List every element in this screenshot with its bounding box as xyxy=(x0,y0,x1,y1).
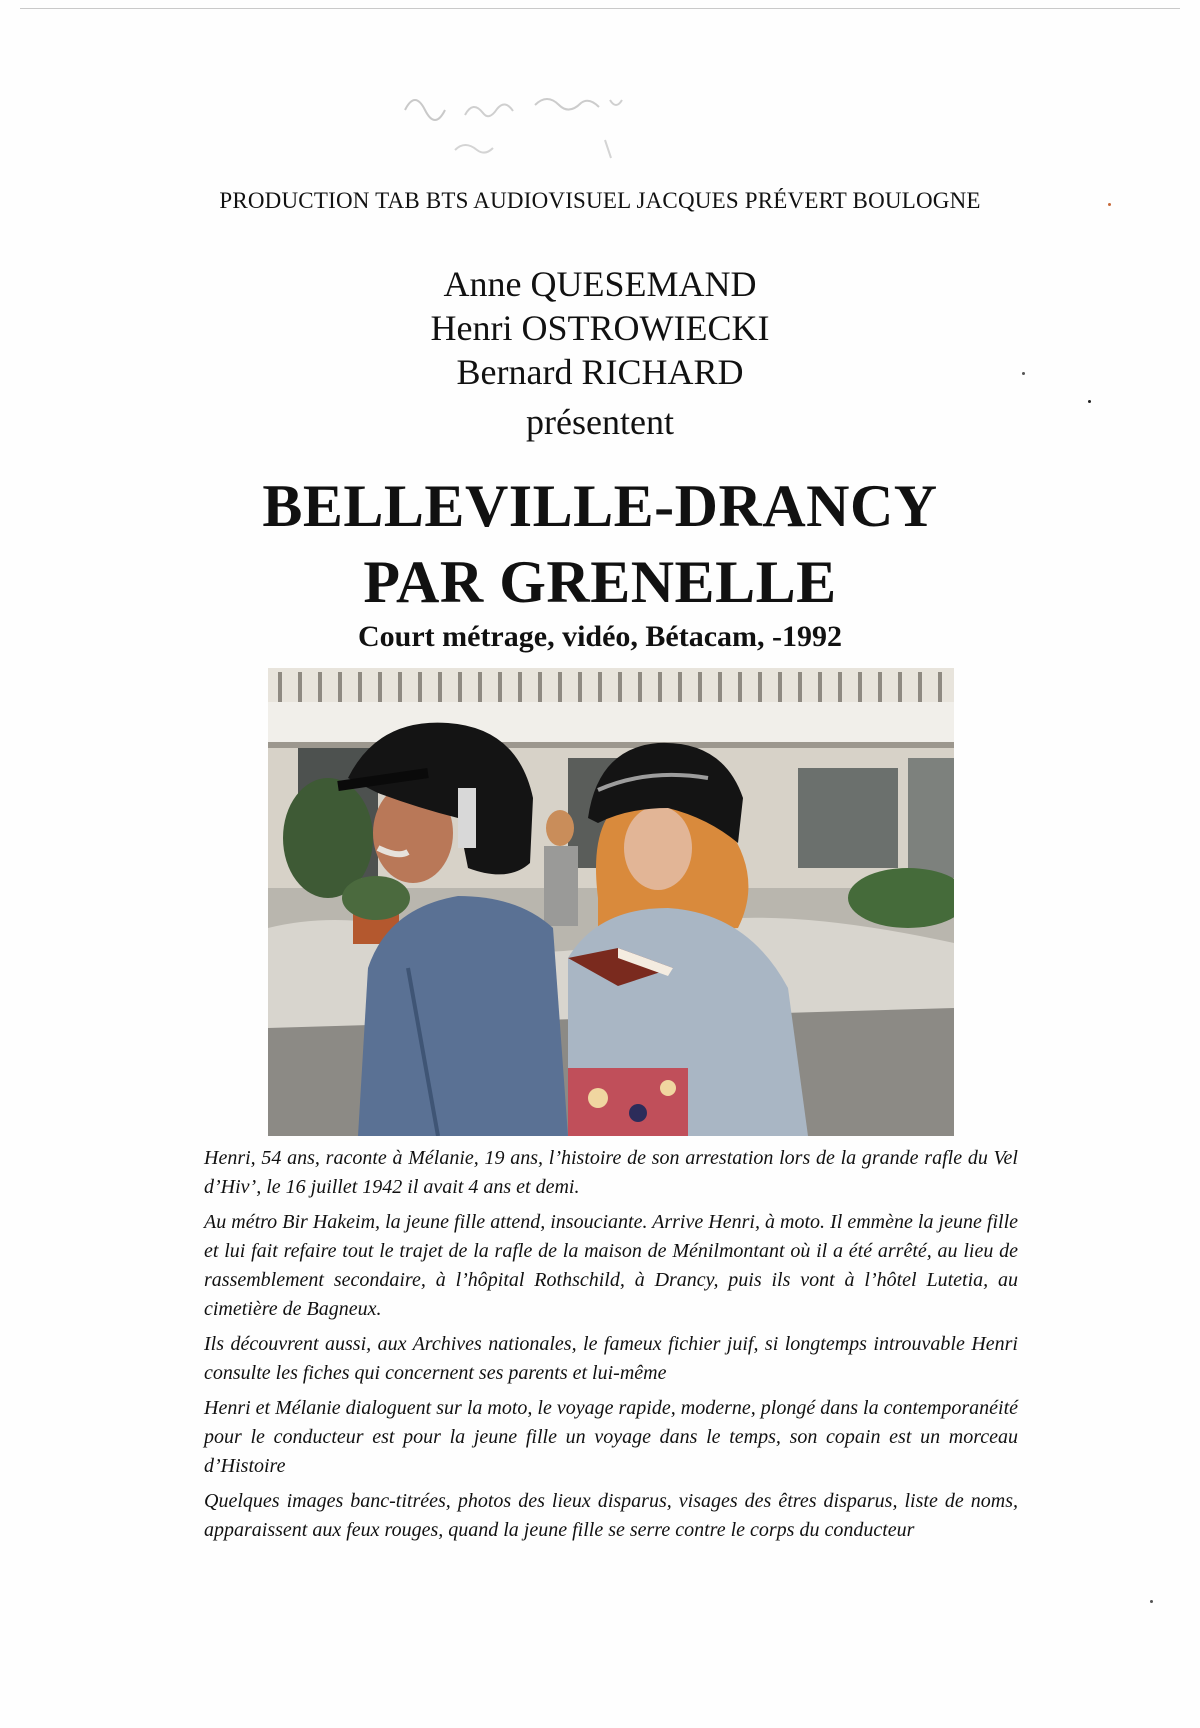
film-title-line-1: BELLEVILLE-DRANCY xyxy=(262,473,938,539)
presenter-name: Anne QUESEMAND xyxy=(443,264,757,304)
production-credit: PRODUCTION TAB BTS AUDIOVISUEL JACQUES PRÉVERT BOULOGNE xyxy=(219,188,981,213)
presentent-label: présentent xyxy=(526,402,674,442)
scan-speck xyxy=(1088,400,1091,403)
presenter-list xyxy=(300,262,900,394)
film-subtitle: Court métrage, vidéo, Bétacam, -1992 xyxy=(357,620,843,653)
film-title-line-2: PAR GRENELLE xyxy=(363,549,837,615)
synopsis-text xyxy=(204,1144,1018,1551)
synopsis-paragraph: Henri et Mélanie dialoguent sur la moto, le voyage rapide, moderne, plongé dans la contemporanéité pour le conducteur est pour la jeune fille un voyage dans le temps, son copain est un morceau d’Histoire xyxy=(204,1397,1018,1477)
synopsis-paragraph: Quelques images banc-titrées, photos des lieux disparus, visages des êtres disparus, liste de noms, apparaissent aux feux rouges, quand la jeune fille se serre contre le corps du conducteur xyxy=(204,1490,1018,1541)
scan-speck xyxy=(1150,1600,1153,1603)
faint-handwritten-note xyxy=(395,80,715,170)
presenter-name: Henri OSTROWIECKI xyxy=(430,308,770,348)
film-still-photo xyxy=(268,668,954,1136)
film-title xyxy=(150,468,1050,620)
synopsis-paragraph: Ils découvrent aussi, aux Archives nationales, le fameux fichier juif, si longtemps introuvable Henri consulte les fiches qui concernent ses parents et lui-même xyxy=(204,1333,1018,1384)
top-scan-edge xyxy=(20,8,1180,9)
scan-speck xyxy=(1022,372,1025,375)
scan-speck xyxy=(1108,203,1111,206)
synopsis-paragraph: Au métro Bir Hakeim, la jeune fille attend, insouciante. Arrive Henri, à moto. Il emmène la jeune fille et lui fait refaire tout le trajet de la rafle de la maison de Ménilmontant où il a été arrêté, au lieu de rassemblement secondaire, à l’hôpital Rothschild, à Drancy, puis ils vont à l’hôtel Lutetia, au cimetière de Bagneux. xyxy=(204,1211,1018,1320)
synopsis-paragraph: Henri, 54 ans, raconte à Mélanie, 19 ans, l’histoire de son arrestation lors de la grande rafle du Vel d’Hiv’, le 16 juillet 1942 il avait 4 ans et demi. xyxy=(204,1147,1018,1198)
photo-illustration xyxy=(268,668,954,1136)
presenter-name: Bernard RICHARD xyxy=(456,352,744,392)
